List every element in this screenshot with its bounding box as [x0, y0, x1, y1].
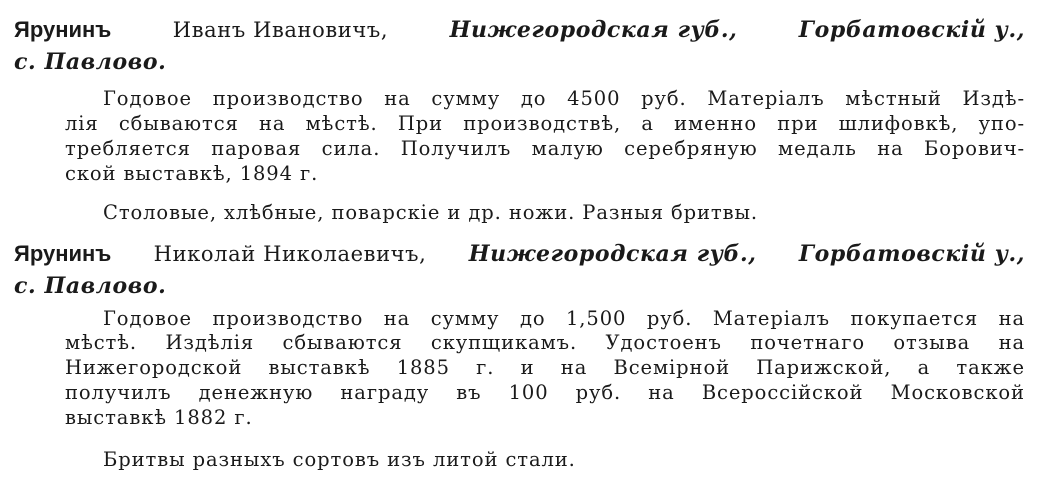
entry-2-guberniya: Нижегородская губ., [468, 241, 757, 267]
entry-2-uezd: Горбатовскiй у., [798, 241, 1025, 267]
entry-2-heading [14, 241, 1025, 267]
entry-2-para-1-line-3: Нижегородской выставкѣ 1885 г. и на Всемiрной Парижской, а также [65, 356, 1025, 379]
entry-1-para-2-line-1: Столовые, хлѣбные, поварскiе и др. ножи. Разныя бритвы. [103, 201, 759, 224]
entry-1-guberniya: Нижегородская губ., [449, 17, 738, 43]
entry-2-para-1-line-4: получилъ денежную награду въ 100 руб. на Всероссiйской Московской [65, 381, 1025, 404]
entry-1-para-1-line-3: требляется паровая сила. Получилъ малую серебряную медаль на Борович- [65, 137, 1025, 160]
entry-1-heading [14, 17, 1025, 43]
entry-2-surname: Ярунинъ [14, 241, 112, 266]
entry-2-village: с. Павлово. [14, 273, 167, 299]
entry-1-para-1-line-4: ской выставкѣ, 1894 г. [65, 162, 319, 185]
entry-1-surname: Ярунинъ [14, 17, 112, 42]
entry-1-village-line [14, 49, 166, 75]
entry-2-name: Николай Николаевичъ, [153, 242, 427, 266]
entry-1-village: с. Павлово. [14, 49, 167, 75]
entry-2-para-1-line-1: Годовое производство на сумму до 1,500 руб. Матерiалъ покупается на [103, 307, 1025, 330]
entry-2-para-1-line-2: мѣстѣ. Издѣлiя сбываются скупщикамъ. Удостоенъ почетнаго отзыва на [65, 331, 1025, 354]
entry-2-para-2-line-1: Бритвы разныхъ сортовъ изъ литой стали. [103, 448, 576, 471]
entry-1-para-1-line-1: Годовое производство на сумму до 4500 руб. Матерiалъ мѣстный Издѣ- [103, 87, 1025, 110]
entry-1-uezd: Горбатовскiй у., [798, 17, 1025, 43]
entry-2-village-line [14, 273, 166, 299]
entry-1-name: Иванъ Ивановичъ, [172, 18, 389, 42]
entry-1-para-1-line-2: лiя сбываются на мѣстѣ. При производствѣ, а именно при шлифовкѣ, упо- [65, 112, 1025, 135]
entry-2-para-1-line-5: выставкѣ 1882 г. [65, 406, 253, 429]
